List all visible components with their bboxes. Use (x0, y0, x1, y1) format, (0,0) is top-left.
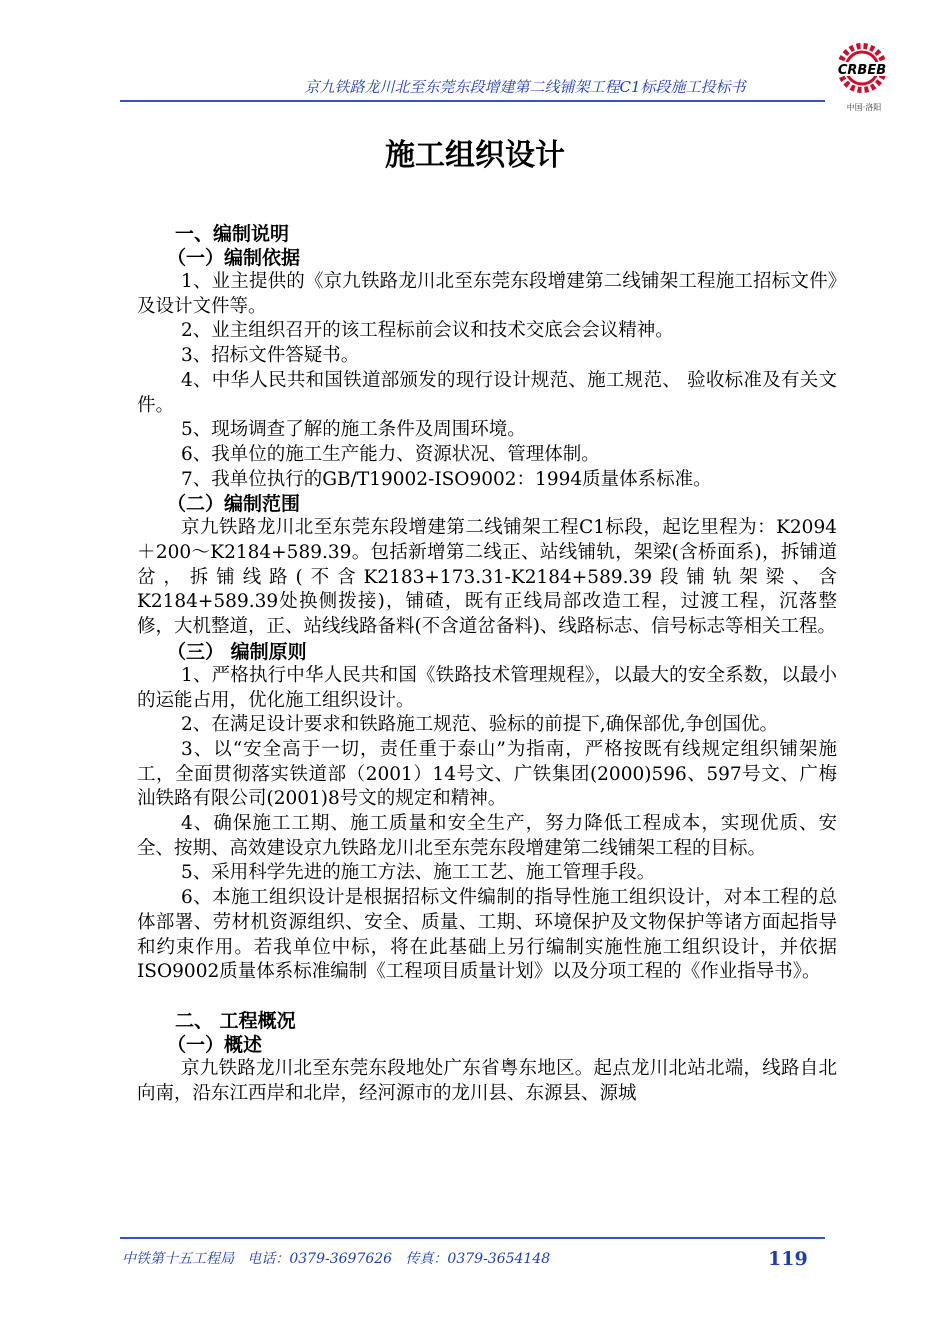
logo-text: CRBEB (837, 63, 887, 78)
principle-item: 1、严格执行中华人民共和国《铁路技术管理规程》，以最大的安全系数，以最小的运能占用，优化施工组织设计。 (137, 664, 837, 711)
document-title: 施工组织设计 (385, 138, 565, 173)
section1-sub2-heading: （二）编制范围 (167, 493, 301, 516)
section-gap (137, 985, 837, 1009)
footer-contact (122, 1248, 550, 1268)
basis-item: 6、我单位的施工生产能力、资源状况、管理体制。 (181, 443, 600, 465)
document-body (137, 222, 837, 1106)
basis-item: 2、业主组织召开的该工程标前会议和技术交底会会议精神。 (181, 320, 674, 342)
basis-item: 4、中华人民共和国铁道部颁发的现行设计规范、施工规范、 验收标准及有关文件。 (137, 369, 837, 416)
footer-company: 中铁第十五工程局 (122, 1251, 234, 1267)
logo-caption: 中国·洛阳 (846, 103, 882, 112)
basis-item: 7、我单位执行的GB/T19002-ISO9002：1994质量体系标准。 (181, 468, 712, 490)
section1-heading: 一、编制说明 (175, 223, 290, 245)
footer-divider (120, 1237, 825, 1239)
principle-item: 4、确保施工工期、施工质量和安全生产，努力降低工程成本，实现优质、安全、按期、高效建设京九铁路龙川北至东莞东段增建第二线铺架工程的目标。 (137, 813, 837, 859)
principle-item: 6、本施工组织设计是根据招标文件编制的指导性施工组织设计，对本工程的总体部署、劳材机资源组织、安全、质量、工期、环境保护及文物保护等诸方面起指导和约束作用。若我单位中标，将在此基础上另行编制实施性施工组织设计，并依据ISO9002质量体系标准编制《工程项目质量计划》以及分项工程的《作业指导书》。 (137, 887, 837, 983)
basis-item: 1、业主提供的《京九铁路龙川北至东莞东段增建第二线铺架工程施工招标文件》及设计文件等。 (137, 271, 837, 317)
principle-item: 2、在满足设计要求和铁路施工规范、验标的前提下,确保部优,争创国优。 (181, 714, 779, 736)
header-divider (120, 100, 825, 102)
principle-item: 5、采用科学先进的施工方法、施工工艺、施工管理手段。 (181, 862, 656, 884)
section1-sub1-heading: （一）编制依据 (167, 247, 301, 269)
page-number: 119 (768, 1248, 808, 1270)
header-title: 京九铁路龙川北至东莞东段增建第二线铺架工程C1标段施工投标书 (304, 78, 746, 96)
footer-fax: 传真：0379-3654148 (405, 1251, 551, 1267)
scope-paragraph: 京九铁路龙川北至东莞东段增建第二线铺架工程C1标段，起讫里程为：K2094＋200～K2184+589.39。包括新增第二线正、站线铺轨，架梁(含桥面系)，拆铺道岔，拆铺线路(不含K2183+173.31-K2184+589.39段铺轨架梁、含K2184+589.39处换侧拨接)，铺碴，既有正线局部改造工程，过渡工程，沉落整修，大机整道，正、站线线路备料(不含道岔备料)、线路标志、信号标志等相关工程。 (137, 517, 837, 638)
basis-item: 3、招标文件答疑书。 (181, 345, 360, 367)
principle-item: 3、以“安全高于一切，责任重于泰山”为指南，严格按既有线规定组织铺架施工，全面贯彻落实铁道部（2001）14号文、广铁集团(2000)596、597号文、广梅汕铁路有限公司(2001)8号文的规定和精神。 (137, 738, 837, 810)
section2-sub1-heading: （一）概述 (167, 1033, 263, 1056)
footer-phone: 电话：0379-3697626 (247, 1251, 393, 1267)
basis-item: 5、现场调查了解的施工条件及周围环境。 (181, 419, 526, 441)
section1-sub3-heading: （三） 编制原则 (167, 640, 307, 663)
section2-heading: 二、 工程概况 (175, 1009, 296, 1032)
overview-paragraph: 京九铁路龙川北至东莞东段地处广东省粤东地区。起点龙川北站北端，线路自北向南，沿东江西岸和北岸，经河源市的龙川县、东源县、源城 (137, 1057, 837, 1104)
